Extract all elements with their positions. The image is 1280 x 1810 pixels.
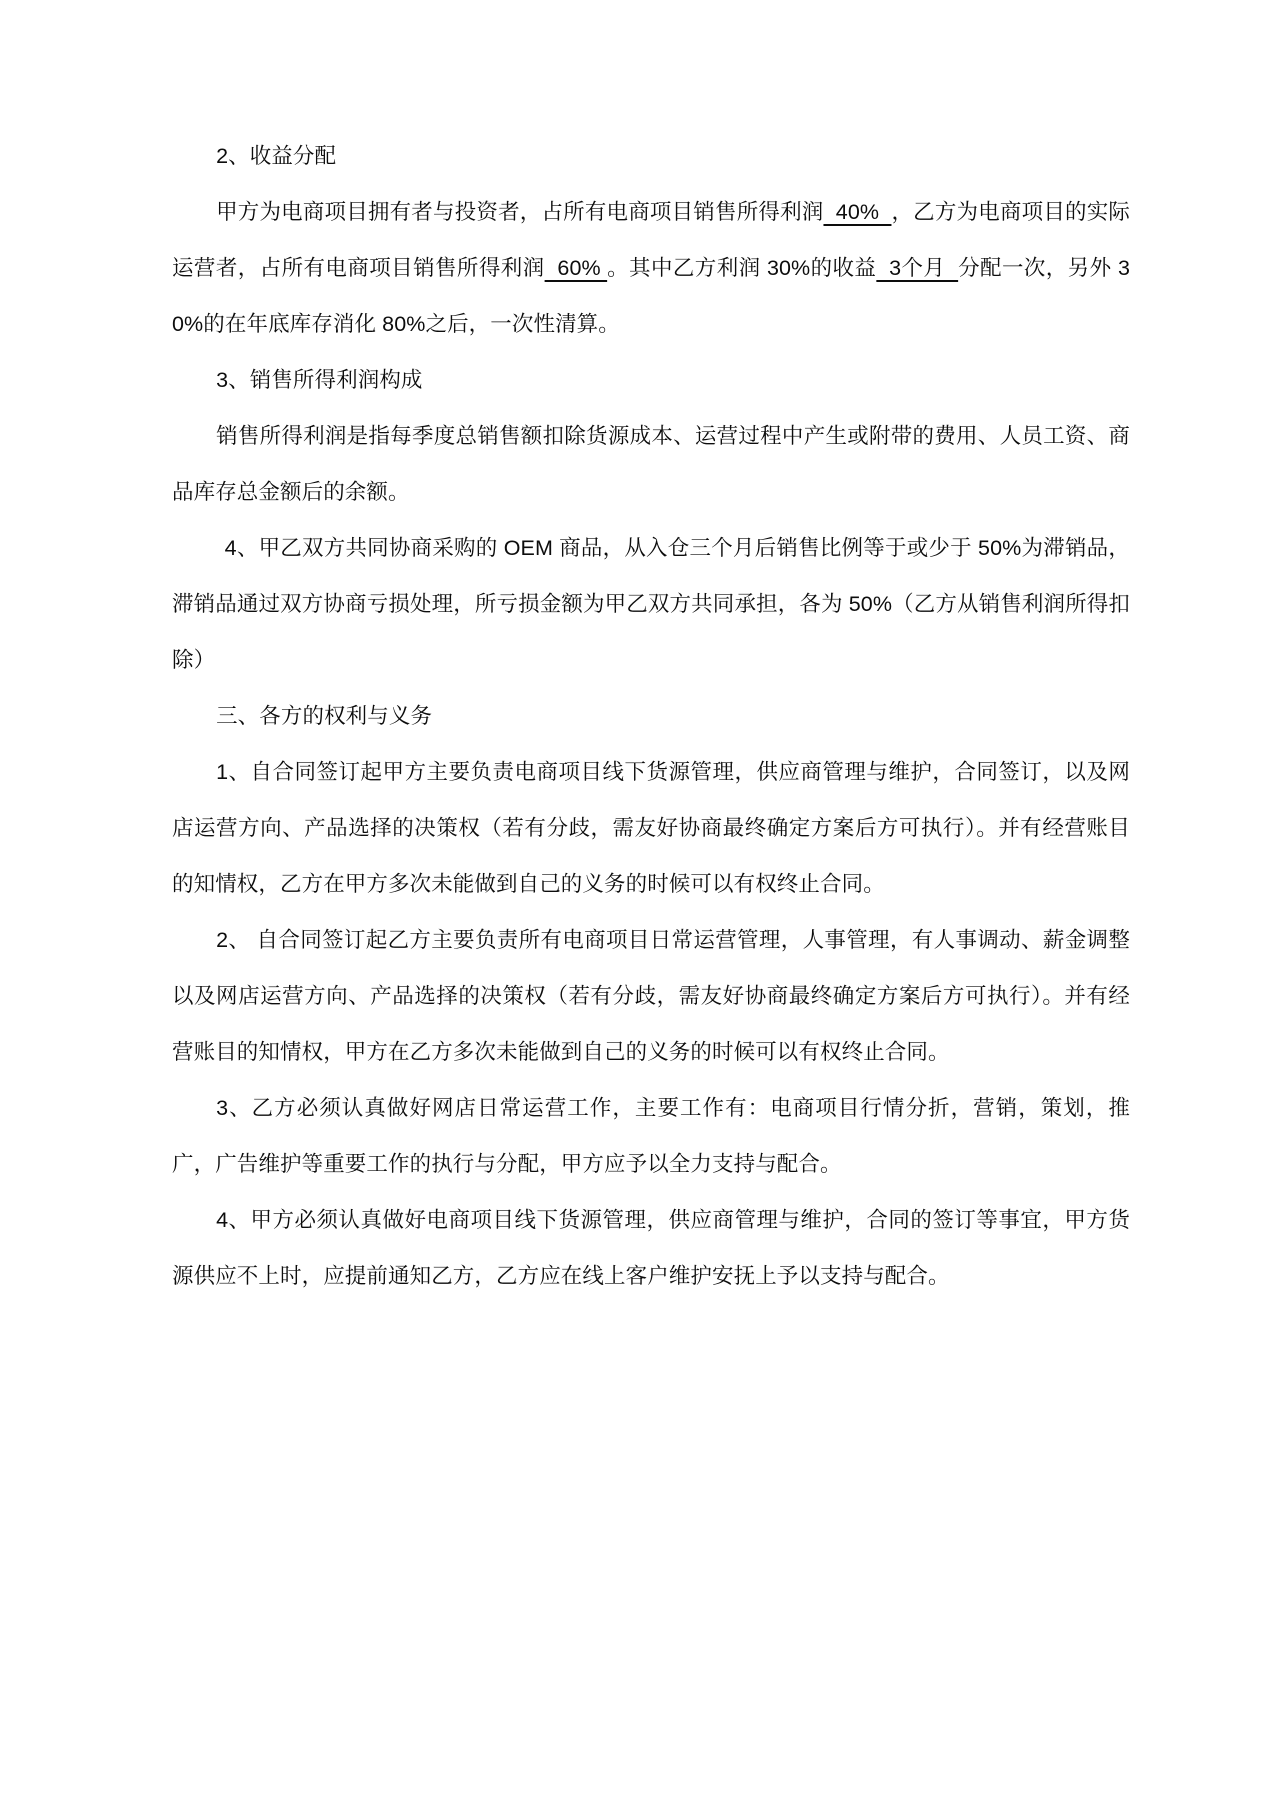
section-heading-revenue-distribution: 2、收益分配 [216, 144, 337, 168]
section-heading-rights-and-obligations: 三、各方的权利与义务 [216, 704, 433, 728]
paragraph-rights-item-1: 1、自合同签订起甲方主要负责电商项目线下货源管理，供应商管理与维护，合同签订，以及网店运营方向、产品选择的决策权（若有分歧，需友好协商最终确定方案后方可执行）。并有经营账目的知情权，乙方在甲方多次未能做到自己的义务的时候可以有权终止合同。 [172, 760, 1130, 896]
paragraph-oem-slow-moving-goods: 4、甲乙双方共同协商采购的 OEM 商品，从入仓三个月后销售比例等于或少于 50%为滞销品，滞销品通过双方协商亏损处理，所亏损金额为甲乙双方共同承担，各为 50%（乙方从销售利润所得扣除） [172, 536, 1130, 672]
blank-party-a-profit-share[interactable]: 40% [823, 200, 892, 224]
blank-party-b-profit-share[interactable]: 60% [544, 256, 608, 280]
paragraph-rights-item-2: 2、 自合同签订起乙方主要负责所有电商项目日常运营管理，人事管理，有人事调动、薪金调整以及网店运营方向、产品选择的决策权（若有分歧，需友好协商最终确定方案后方可执行）。并有经营账目的知情权，甲方在乙方多次未能做到自己的义务的时候可以有权终止合同。 [172, 928, 1130, 1064]
blank-distribution-period[interactable]: 3个月 [876, 256, 959, 280]
clause-mid-text-1: ，乙方为电商项目的实际运营者，占所有电商项目销售所得利润 [172, 200, 1130, 280]
clause-tail-text: 分配一次，另外 30%的在年底库存消化 80%之后，一次性清算。 [172, 256, 1130, 336]
section-heading-profit-composition: 3、销售所得利润构成 [216, 368, 423, 392]
paragraph-rights-item-4: 4、甲方必须认真做好电商项目线下货源管理，供应商管理与维护，合同的签订等事宜，甲方货源供应不上时，应提前通知乙方，乙方应在线上客户维护安抚上予以支持与配合。 [172, 1208, 1130, 1288]
paragraph-profit-composition: 销售所得利润是指每季度总销售额扣除货源成本、运营过程中产生或附带的费用、人员工资、商品库存总金额后的余额。 [172, 424, 1130, 504]
clause-mid-text-2: 。其中乙方利润 30%的收益 [607, 256, 877, 280]
document-body [172, 128, 1130, 1304]
paragraph-revenue-distribution [172, 184, 1130, 352]
paragraph-rights-item-3: 3、乙方必须认真做好网店日常运营工作，主要工作有：电商项目行情分折，营销，策划，推广，广告维护等重要工作的执行与分配，甲方应予以全力支持与配合。 [172, 1096, 1130, 1176]
clause-lead-text: 甲方为电商项目拥有者与投资者，占所有电商项目销售所得利润 [216, 200, 824, 224]
